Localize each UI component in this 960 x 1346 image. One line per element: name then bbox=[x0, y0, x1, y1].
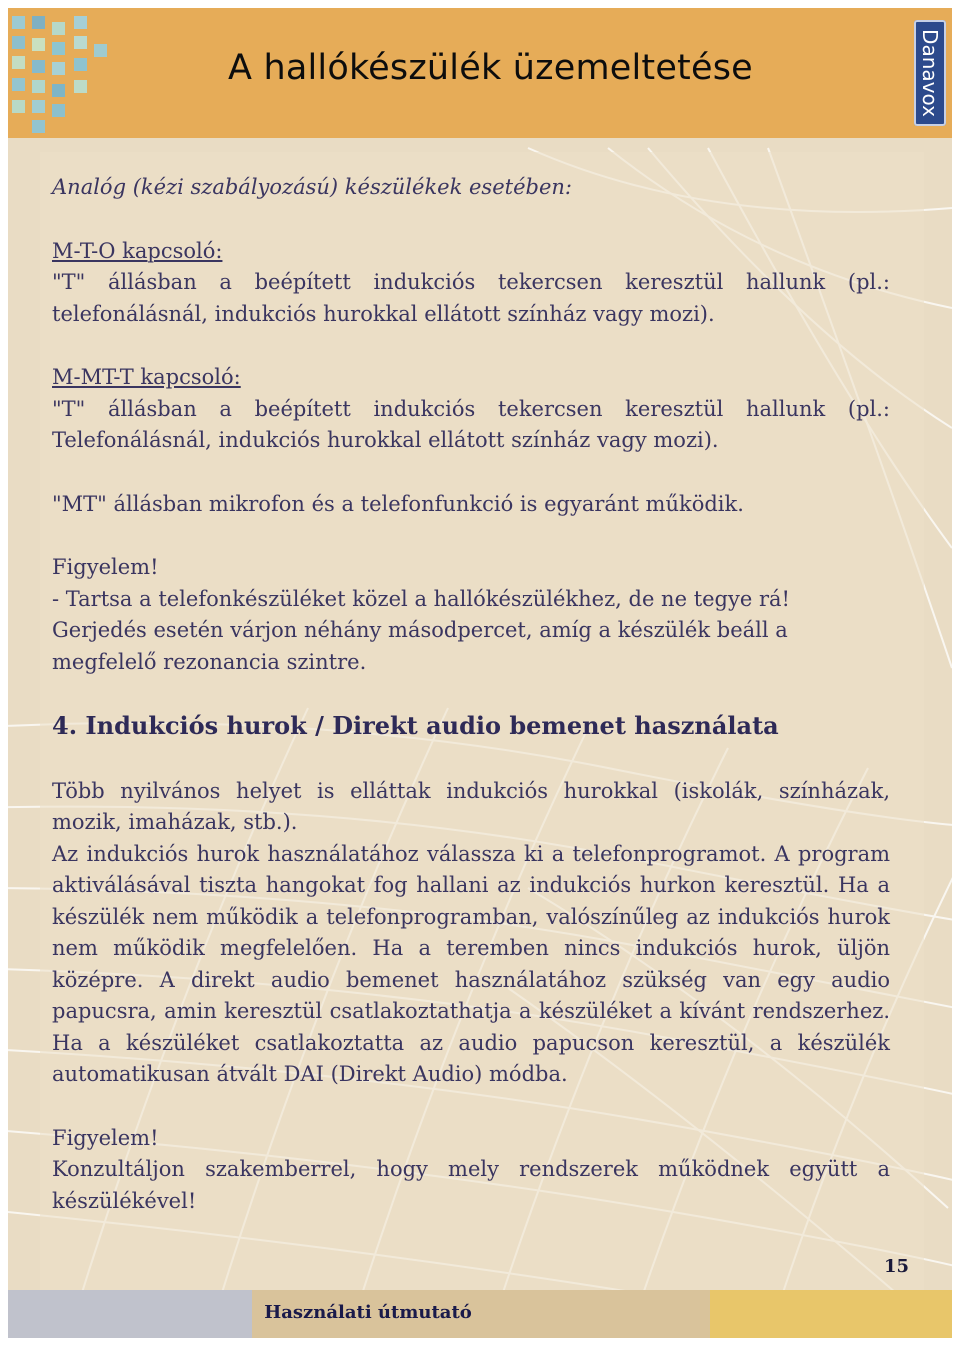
footer-segment-grey bbox=[8, 1290, 252, 1338]
warning-text-2: Konzultáljon szakemberrel, hogy mely rendszerek működnek együtt a készülékével! bbox=[52, 1157, 890, 1213]
warning-title-2: Figyelem! bbox=[52, 1125, 159, 1150]
footer-segment-yellow bbox=[710, 1290, 952, 1338]
page-number: 15 bbox=[884, 1256, 910, 1277]
footer-bar bbox=[8, 1290, 952, 1338]
warning-line-2: Gerjedés esetén várjon néhány másodpercet, amíg a készülék beáll a megfelelő rezonancia szintre. bbox=[52, 618, 788, 674]
mto-switch-label: M-T-O kapcsoló: bbox=[52, 238, 223, 263]
danavox-logo bbox=[914, 20, 946, 126]
mmtt-switch-text: "T" állásban a beépített indukciós tekercsen keresztül hallunk (pl.: Telefonálásnál, indukciós hurokkal ellátott színház vagy mozi). bbox=[52, 396, 890, 452]
page-header bbox=[8, 8, 952, 138]
subheading: Analóg (kézi szabályozású) készülékek esetében: bbox=[52, 175, 572, 199]
mmtt-switch-label: M-MT-T kapcsoló: bbox=[52, 365, 241, 389]
warning-title-1: Figyelem! bbox=[52, 555, 159, 579]
footer-label: Használati útmutató bbox=[264, 1302, 472, 1323]
page-title: A hallókészülék üzemeltetése bbox=[228, 48, 753, 88]
section-4-paragraph-1: Több nyilvános helyet is elláttak indukciós hurokkal (iskolák, színházak, mozik, imaházak, stb.). bbox=[52, 778, 890, 834]
document-body bbox=[52, 172, 890, 1217]
mt-position-text: "MT" állásban mikrofon és a telefonfunkció is egyaránt működik. bbox=[52, 491, 744, 516]
section-4-paragraph-2: Az indukciós hurok használatához válassza ki a telefonprogramot. A program aktiválásával tiszta hangokat fog hallani az indukciós hurkon keresztül. Ha a készülék nem működik a telefonprogramban, valószínűleg az indukciós hurok nem működik megfelelően. Ha a teremben nincs indukciós hurok, üljön középre. A direkt audio bemenet használatához szükség van egy audio papucsra, amin keresztül csatlakoztathatja a készüléket a kívánt rendszerhez. Ha a készüléket csatlakoztatta az audio papucson keresztül, a készülék automatikusan átvált DAI (Direkt Audio) módba. bbox=[52, 841, 890, 1086]
logo-text: Danavox bbox=[918, 29, 942, 117]
warning-line-1: - Tartsa a telefonkészüléket közel a hallókészülékhez, de ne tegye rá! bbox=[52, 586, 790, 611]
section-4-heading: 4. Indukciós hurok / Direkt audio bemenet használata bbox=[52, 711, 779, 740]
mto-switch-text: "T" állásban a beépített indukciós tekercsen keresztül hallunk (pl.: telefonálásnál, indukciós hurokkal ellátott színház vagy mozi). bbox=[52, 270, 890, 326]
